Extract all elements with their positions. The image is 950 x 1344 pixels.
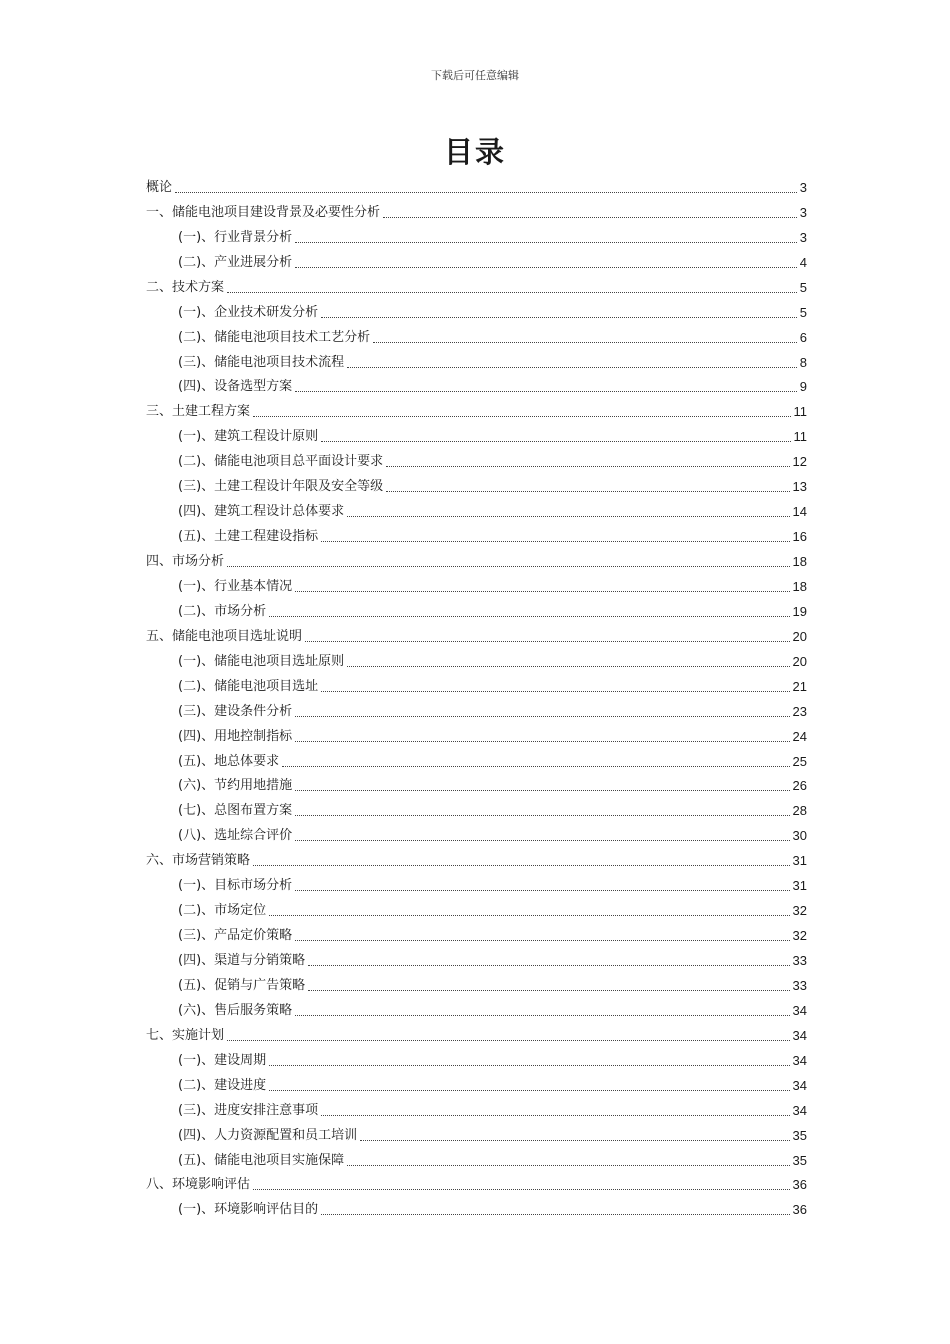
toc-dot-leader — [321, 316, 797, 318]
toc-dot-leader — [227, 291, 797, 293]
toc-dot-leader — [308, 989, 789, 991]
toc-entry-page: 9 — [799, 379, 807, 395]
toc-entry-page: 6 — [799, 329, 807, 345]
toc-entry-page: 33 — [792, 977, 807, 993]
toc-entry-label: 二、技术方案 — [146, 279, 225, 295]
toc-dot-leader — [295, 590, 789, 592]
toc-entry[interactable] — [146, 1073, 807, 1098]
toc-entry-label: (六)、节约用地措施 — [178, 778, 293, 794]
toc-entry-page: 34 — [792, 1102, 807, 1118]
toc-entry-page: 31 — [792, 878, 807, 894]
toc-entry-label: (八)、选址综合评价 — [178, 828, 293, 844]
toc-entry[interactable] — [146, 1048, 807, 1073]
toc-entry[interactable] — [146, 350, 807, 375]
toc-dot-leader — [295, 814, 789, 816]
toc-entry-label: 五、储能电池项目选址说明 — [146, 628, 303, 644]
toc-entry-label: (二)、建设进度 — [178, 1077, 267, 1093]
toc-dot-leader — [347, 366, 797, 368]
toc-dot-leader — [253, 864, 790, 866]
toc-entry-label: 一、储能电池项目建设背景及必要性分析 — [146, 204, 381, 220]
toc-entry-page: 4 — [799, 254, 807, 270]
toc-entry-label: (二)、储能电池项目选址 — [178, 678, 319, 694]
toc-entry[interactable] — [146, 749, 807, 774]
toc-dot-leader — [175, 191, 797, 193]
toc-entry-label: (七)、总图布置方案 — [178, 803, 293, 819]
toc-dot-leader — [383, 216, 797, 218]
toc-entry-page: 26 — [792, 778, 807, 794]
toc-entry-label: (五)、土建工程建设指标 — [178, 529, 319, 545]
toc-entry[interactable] — [146, 325, 807, 350]
toc-entry[interactable] — [146, 1173, 807, 1198]
toc-entry-label: (一)、行业背景分析 — [178, 229, 293, 245]
toc-entry[interactable] — [146, 300, 807, 325]
toc-entry[interactable] — [146, 1098, 807, 1123]
page-header: 下载后可任意编辑 — [431, 69, 519, 82]
toc-entry-page: 24 — [792, 728, 807, 744]
toc-entry-label: (三)、建设条件分析 — [178, 703, 293, 719]
toc-entry[interactable] — [146, 375, 807, 400]
toc-entry[interactable] — [146, 674, 807, 699]
toc-entry-label: (三)、土建工程设计年限及安全等级 — [178, 479, 384, 495]
toc-entry-page: 19 — [792, 603, 807, 619]
toc-dot-leader — [295, 1014, 789, 1016]
toc-entry-label: (二)、产业进展分析 — [178, 254, 293, 270]
toc-entry-page: 3 — [799, 204, 807, 220]
toc-entry-page: 13 — [792, 479, 807, 495]
toc-entry-page: 20 — [792, 653, 807, 669]
toc-entry[interactable] — [146, 798, 807, 823]
page-title: 目录 — [443, 135, 506, 169]
toc-dot-leader — [321, 440, 790, 442]
toc-entry-page: 34 — [792, 1052, 807, 1068]
toc-entry[interactable] — [146, 1123, 807, 1148]
toc-entry[interactable] — [146, 474, 807, 499]
toc-entry-page: 34 — [792, 1027, 807, 1043]
toc-entry-label: 六、市场营销策略 — [146, 853, 251, 869]
toc-entry-page: 11 — [793, 404, 807, 420]
toc-entry-label: (一)、建筑工程设计原则 — [178, 429, 319, 445]
toc-dot-leader — [269, 1064, 789, 1066]
toc-entry[interactable] — [146, 524, 807, 549]
toc-entry-label: (一)、环境影响评估目的 — [178, 1202, 319, 1218]
toc-entry-page: 23 — [792, 703, 807, 719]
toc-entry-label: (二)、储能电池项目总平面设计要求 — [178, 454, 384, 470]
toc-dot-leader — [295, 241, 797, 243]
toc-entry-page: 35 — [792, 1152, 807, 1168]
toc-entry[interactable] — [146, 399, 807, 424]
toc-entry-page: 5 — [799, 304, 807, 320]
toc-dot-leader — [295, 740, 789, 742]
toc-dot-leader — [347, 515, 789, 517]
toc-dot-leader — [386, 490, 789, 492]
toc-entry[interactable] — [146, 898, 807, 923]
toc-entry-label: 四、市场分析 — [146, 554, 225, 570]
toc-entry-page: 31 — [792, 853, 807, 869]
toc-entry-label: 概论 — [146, 179, 173, 195]
toc-entry[interactable] — [146, 275, 807, 300]
toc-dot-leader — [321, 540, 789, 542]
toc-entry-page: 25 — [792, 753, 807, 769]
toc-entry[interactable] — [146, 449, 807, 474]
toc-dot-leader — [295, 715, 789, 717]
toc-entry-page: 33 — [792, 953, 807, 969]
toc-entry-label: (六)、售后服务策略 — [178, 1002, 293, 1018]
toc-entry-page: 28 — [792, 803, 807, 819]
toc-dot-leader — [308, 964, 789, 966]
toc-entry[interactable] — [146, 599, 807, 624]
toc-entry-label: (二)、市场定位 — [178, 903, 267, 919]
toc-dot-leader — [269, 914, 789, 916]
toc-dot-leader — [347, 1164, 789, 1166]
toc-dot-leader — [253, 1188, 790, 1190]
toc-entry[interactable] — [146, 823, 807, 848]
toc-entry-page: 34 — [792, 1077, 807, 1093]
toc-entry[interactable] — [146, 724, 807, 749]
toc-dot-leader — [321, 1114, 789, 1116]
toc-entry-page: 32 — [792, 903, 807, 919]
toc-dot-leader — [269, 1089, 789, 1091]
toc-entry-page: 35 — [792, 1127, 807, 1143]
toc-entry[interactable] — [146, 175, 807, 200]
toc-entry-page: 21 — [792, 678, 807, 694]
toc-entry[interactable] — [146, 873, 807, 898]
toc-entry-page: 32 — [792, 928, 807, 944]
toc-entry-page: 18 — [792, 578, 807, 594]
toc-entry-label: (四)、设备选型方案 — [178, 379, 293, 395]
toc-entry-page: 11 — [793, 429, 807, 445]
toc-entry-label: (一)、建设周期 — [178, 1052, 267, 1068]
toc-entry-label: (五)、储能电池项目实施保障 — [178, 1152, 345, 1168]
toc-entry-page: 34 — [792, 1002, 807, 1018]
toc-entry-label: (三)、储能电池项目技术流程 — [178, 354, 345, 370]
toc-dot-leader — [360, 1139, 789, 1141]
toc-entry-page: 30 — [792, 828, 807, 844]
toc-entry-page: 8 — [799, 354, 807, 370]
toc-dot-leader — [295, 789, 789, 791]
toc-entry-label: (五)、促销与广告策略 — [178, 977, 306, 993]
toc-entry-label: (四)、人力资源配置和员工培训 — [178, 1127, 358, 1143]
toc-entry-label: (二)、储能电池项目技术工艺分析 — [178, 329, 371, 345]
toc-entry-page: 20 — [792, 628, 807, 644]
toc-entry-label: (一)、目标市场分析 — [178, 878, 293, 894]
toc-dot-leader — [347, 665, 789, 667]
toc-dot-leader — [305, 640, 790, 642]
toc-dot-leader — [321, 1213, 789, 1215]
toc-entry-page: 12 — [792, 454, 807, 470]
toc-dot-leader — [295, 839, 789, 841]
toc-dot-leader — [295, 889, 789, 891]
toc-entry-page: 3 — [799, 229, 807, 245]
toc-entry[interactable] — [146, 848, 807, 873]
toc-entry-label: (一)、储能电池项目选址原则 — [178, 653, 345, 669]
toc-dot-leader — [295, 939, 789, 941]
toc-entry[interactable] — [146, 225, 807, 250]
toc-entry-page: 5 — [799, 279, 807, 295]
toc-entry-label: 三、土建工程方案 — [146, 404, 251, 420]
toc-dot-leader — [373, 341, 797, 343]
toc-entry-label: (四)、建筑工程设计总体要求 — [178, 504, 345, 520]
toc-entry[interactable] — [146, 948, 807, 973]
toc-dot-leader — [269, 615, 789, 617]
toc-entry[interactable] — [146, 1148, 807, 1173]
toc-entry-page: 36 — [792, 1202, 807, 1218]
toc-dot-leader — [282, 765, 789, 767]
toc-dot-leader — [386, 465, 789, 467]
toc-entry[interactable] — [146, 973, 807, 998]
toc-entry[interactable] — [146, 624, 807, 649]
toc-dot-leader — [253, 415, 790, 417]
toc-entry-label: (一)、企业技术研发分析 — [178, 304, 319, 320]
toc-entry-label: (五)、地总体要求 — [178, 753, 280, 769]
toc-entry[interactable] — [146, 1023, 807, 1048]
toc-entry-label: (三)、产品定价策略 — [178, 928, 293, 944]
toc-dot-leader — [321, 690, 789, 692]
toc-entry-label: (三)、进度安排注意事项 — [178, 1102, 319, 1118]
toc-entry-label: (一)、行业基本情况 — [178, 578, 293, 594]
toc-entry-label: 七、实施计划 — [146, 1027, 225, 1043]
toc-dot-leader — [295, 390, 797, 392]
toc-entry-page: 36 — [792, 1177, 807, 1193]
toc-entry[interactable] — [146, 649, 807, 674]
toc-entry-label: (二)、市场分析 — [178, 603, 267, 619]
table-of-contents — [146, 175, 807, 1222]
toc-entry-page: 14 — [792, 504, 807, 520]
toc-entry[interactable] — [146, 499, 807, 524]
toc-entry[interactable] — [146, 774, 807, 799]
toc-entry-label: 八、环境影响评估 — [146, 1177, 251, 1193]
toc-entry[interactable] — [146, 998, 807, 1023]
toc-entry[interactable] — [146, 424, 807, 449]
toc-entry[interactable] — [146, 1197, 807, 1222]
toc-entry-label: (四)、用地控制指标 — [178, 728, 293, 744]
toc-entry[interactable] — [146, 549, 807, 574]
toc-entry[interactable] — [146, 699, 807, 724]
toc-entry-page: 18 — [792, 554, 807, 570]
toc-entry-page: 3 — [799, 179, 807, 195]
toc-entry-label: (四)、渠道与分销策略 — [178, 953, 306, 969]
toc-dot-leader — [227, 565, 790, 567]
toc-entry-page: 16 — [792, 529, 807, 545]
toc-entry[interactable] — [146, 923, 807, 948]
toc-dot-leader — [227, 1039, 790, 1041]
toc-entry[interactable] — [146, 574, 807, 599]
toc-dot-leader — [295, 266, 797, 268]
toc-entry[interactable] — [146, 250, 807, 275]
toc-entry[interactable] — [146, 200, 807, 225]
